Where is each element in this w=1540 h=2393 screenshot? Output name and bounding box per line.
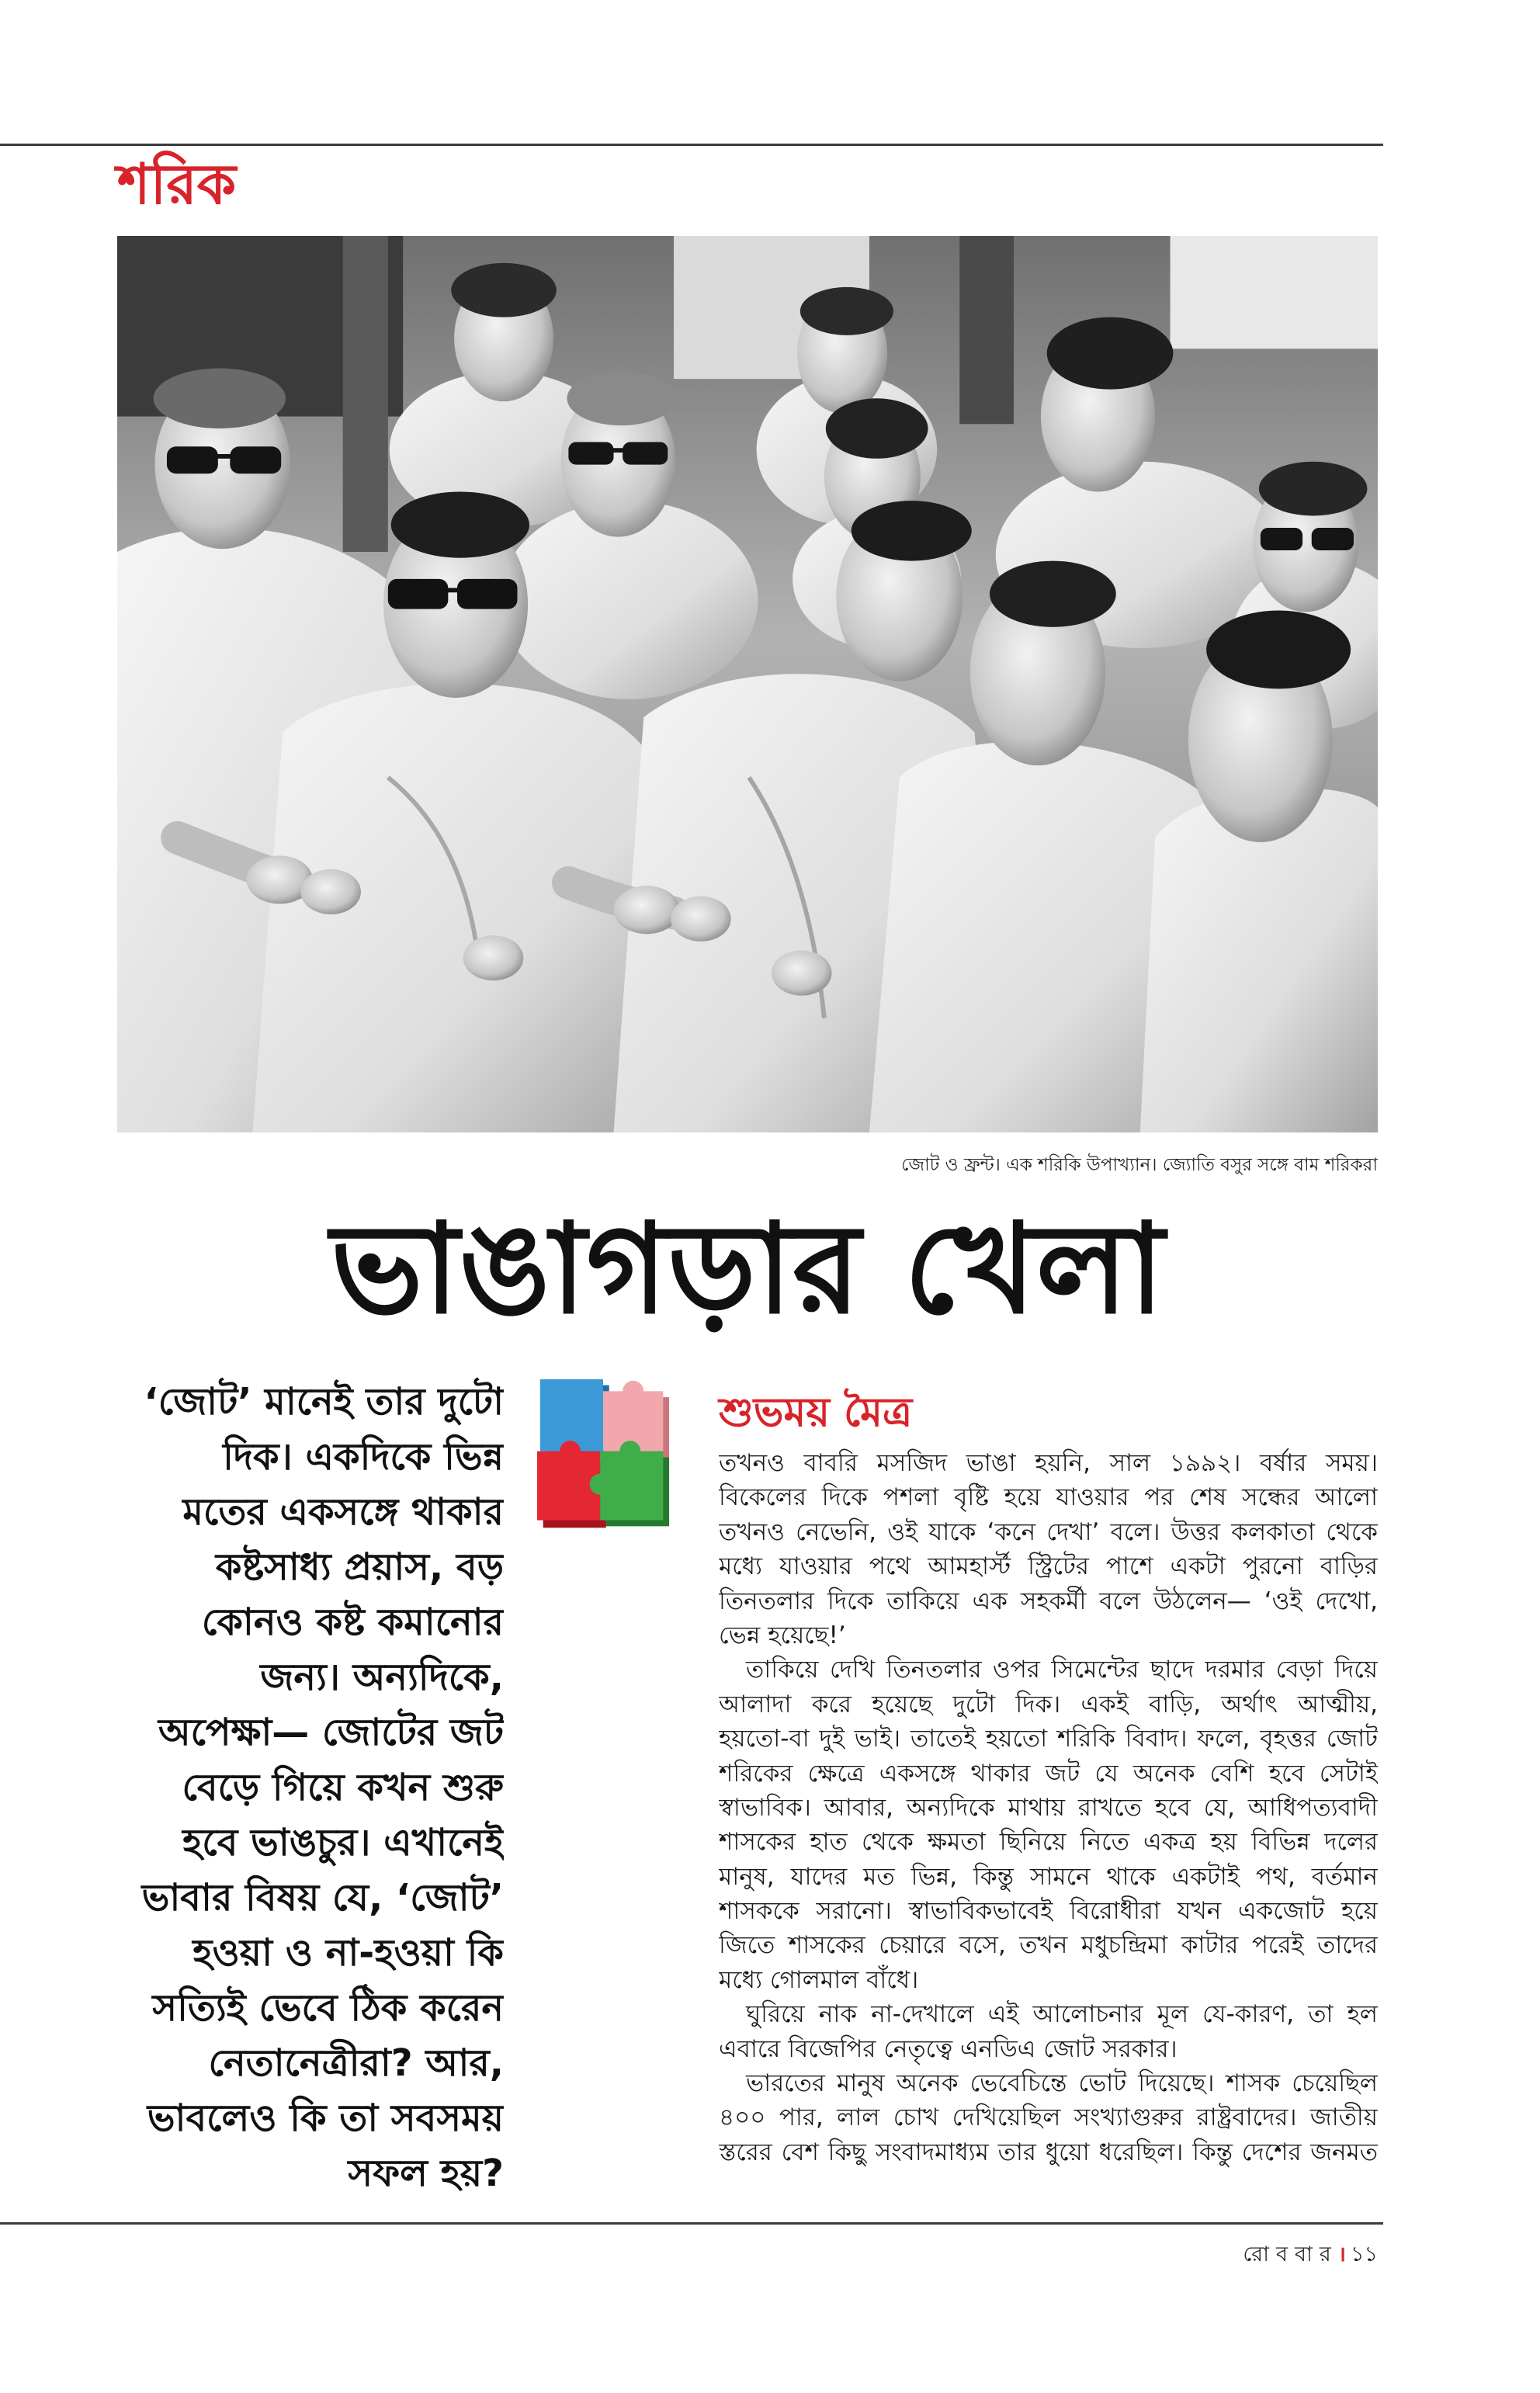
- pull-quote-line: মতের একসঙ্গে থাকার: [182, 1490, 504, 1534]
- body-line: তখনও বাবরি মসজিদ ভাঙা হয়নি, সাল ১৯৯২। বর্ষার সময়।: [719, 1449, 1378, 1477]
- pull-quote-line: সফল হয়?: [348, 2152, 504, 2195]
- bottom-rule: [0, 2222, 1383, 2225]
- body-line: আলাদা করে হয়েছে দুটো দিক। একই বাড়ি, অর্থাৎ আত্মীয়,: [719, 1690, 1378, 1718]
- pull-quote-line: জন্য। অন্যদিকে,: [260, 1656, 504, 1699]
- pull-quote-line: অপেক্ষা— জোটের জট: [158, 1711, 504, 1754]
- top-rule: [0, 144, 1383, 146]
- page-number: ১১: [1350, 2242, 1378, 2266]
- body-line: ঘুরিয়ে নাক না-দেখালে এই আলোচনার মূল যে-কারণ, তা হল: [746, 2000, 1378, 2029]
- body-line: মধ্যে যাওয়ার পথে আমহার্স্ট স্ট্রিটের পাশে একটা পুরনো বাড়ির: [719, 1552, 1378, 1581]
- headline: ভাঙাগড়ার খেলা: [330, 1196, 1165, 1341]
- puzzle-piece-green: [590, 1441, 669, 1526]
- pull-quote-line: কষ্টসাধ্য প্রয়াস, বড়: [215, 1545, 504, 1589]
- page-footer: [1243, 2240, 1378, 2270]
- body-line: ৪০০ পার, লাল চোখ দেখিয়েছিল সংখ্যাগুরুর রাষ্ট্রবাদের। জাতীয়: [719, 2103, 1378, 2132]
- pull-quote-line: দিক। একদিকে ভিন্ন: [223, 1435, 504, 1479]
- body-line: ভেন্ন হয়েছে!’: [719, 1621, 846, 1649]
- pull-quote-line: কোনও কষ্ট কমানোর: [201, 1601, 504, 1644]
- body-line: বিকেলের দিকে পশলা বৃষ্টি হয়ে যাওয়ার পর শেষ সন্ধের আলো: [719, 1483, 1378, 1512]
- pull-quote: [108, 1375, 504, 2201]
- body-line: জিতে শাসকের চেয়ারে বসে, তখন মধুচন্দ্রিমা কাটার পরেই তাদের: [719, 1931, 1378, 1960]
- group-photo: [117, 236, 1378, 1132]
- author-byline: শুভময় মৈত্র: [719, 1389, 913, 1436]
- pull-quote-line: ভাবলেও কি তা সবসময়: [147, 2096, 504, 2140]
- puzzle-icon: [534, 1376, 672, 1534]
- section-label: শরিক: [117, 151, 237, 217]
- body-line: তাকিয়ে দেখি তিনতলার ওপর সিমেন্টের ছাদে দরমার বেড়া দিয়ে: [746, 1656, 1378, 1684]
- body-line: তিনতলার দিকে তাকিয়ে এক সহকর্মী বলে উঠলেন— ‘ওই দেখো,: [719, 1587, 1378, 1615]
- article-photo: [117, 236, 1378, 1132]
- body-line: তখনও নেভেনি, ওই যাকে ‘কনে দেখা’ বলে। উত্তর কলকাতা থেকে: [719, 1517, 1378, 1546]
- article-body: [719, 1446, 1378, 2169]
- body-line: এবারে বিজেপির নেতৃত্বে এনডিএ জোট সরকার।: [719, 2034, 1178, 2063]
- pull-quote-line: সত্যিই ভেবে ঠিক করেন: [152, 1986, 504, 2030]
- pull-quote-line: হবে ভাঙচুর। এখানেই: [182, 1821, 504, 1864]
- pull-quote-line: নেতানেত্রীরা? আর,: [208, 2041, 504, 2085]
- photo-caption: জোট ও ফ্রন্ট। এক শরিকি উপাখ্যান। জ্যোতি বসুর সঙ্গে বাম শরিকরা: [901, 1155, 1378, 1175]
- body-line: মধ্যে গোলমাল বাঁধে।: [719, 1965, 919, 1994]
- puzzle-pieces-icon: [534, 1376, 672, 1534]
- body-line: মানুষ, যাদের মত ভিন্ন, কিন্তু সামনে থাকে একটাই পথ, বর্তমান: [719, 1862, 1378, 1891]
- pull-quote-line: ভাবার বিষয় যে, ‘জোট’: [141, 1876, 504, 1920]
- body-line: স্বাভাবিক। আবার, অন্যদিকে মাথায় রাখতে হবে যে, আধিপত্যবাদী: [719, 1793, 1378, 1822]
- magazine-name: রোববার: [1243, 2242, 1338, 2266]
- body-line: শরিকের ক্ষেত্রে একসঙ্গে থাকার জট যে অনেক বেশি হবে সেটাই: [719, 1759, 1378, 1788]
- body-line: হয়তো-বা দুই ভাই। তাতেই হয়তো শরিকি বিবাদ। ফলে, বৃহত্তর জোট: [719, 1725, 1378, 1753]
- pull-quote-line: হওয়া ও না-হওয়া কি: [192, 1931, 504, 1975]
- body-line: স্তরের বেশ কিছু সংবাদমাধ্যম তার ধুয়ো ধরেছিল। কিন্তু দেশের জনমত: [719, 2138, 1378, 2166]
- body-line: ভারতের মানুষ অনেক ভেবেচিন্তে ভোট দিয়েছে। শাসক চেয়েছিল: [746, 2069, 1378, 2098]
- footer-separator: ।: [1337, 2242, 1346, 2266]
- pull-quote-line: ‘জোট’ মানেই তার দুটো: [144, 1380, 504, 1424]
- pull-quote-line: বেড়ে গিয়ে কখন শুরু: [182, 1766, 504, 1809]
- body-line: শাসককে সরানো। স্বাভাবিকভাবেই বিরোধীরা যখন একজোট হয়ে: [719, 1897, 1378, 1926]
- body-line: শাসকের হাত থেকে ক্ষমতা ছিনিয়ে নিতে একত্র হয় বিভিন্ন দলের: [719, 1828, 1378, 1857]
